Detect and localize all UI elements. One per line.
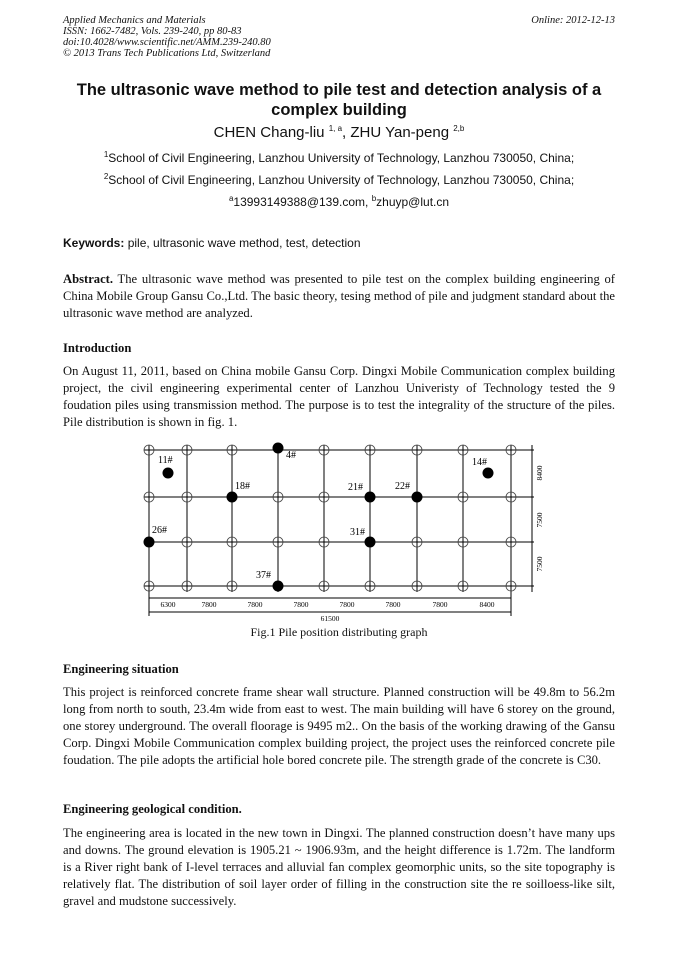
email-b[interactable]: zhuyp@lut.cn: [376, 195, 450, 209]
copyright: © 2013 Trans Tech Publications Ltd, Switzerland: [63, 48, 271, 59]
authors: [63, 124, 615, 141]
pile-label: 21#: [348, 482, 363, 493]
aff-1-sup: 1: [103, 150, 109, 159]
email-a-sup: a: [228, 194, 234, 203]
eng-situation-heading: Engineering situation: [63, 662, 179, 676]
row-label: 7500: [535, 556, 544, 572]
online-date: Online: 2012-12-13: [531, 15, 615, 26]
pile-26: [144, 537, 155, 548]
keywords: [63, 236, 615, 250]
email-b-sup: b: [371, 194, 377, 203]
pile-grid-svg: [140, 440, 550, 625]
column-markers: [144, 445, 516, 591]
pile-37: [273, 581, 284, 592]
pile-label: 18#: [235, 481, 250, 492]
title-line-2: complex building: [271, 101, 407, 119]
bay-label: 7800: [339, 600, 355, 609]
bay-label: 7800: [293, 600, 309, 609]
affiliation-1: [63, 150, 615, 165]
total-length-label: 61500: [320, 614, 340, 623]
pile-11: [163, 468, 174, 479]
pile-22: [412, 492, 423, 503]
bay-label: 7800: [201, 600, 217, 609]
bay-label: 6300: [160, 600, 176, 609]
figure-caption: Fig.1 Pile position distributing graph: [250, 625, 428, 639]
author-1-sup: 1, a: [328, 124, 343, 133]
pile-label: 4#: [286, 450, 296, 461]
row-label: 7500: [535, 512, 544, 528]
pile-label: 37#: [256, 570, 271, 581]
aff-2-sup: 2: [103, 172, 109, 181]
journal-header: [63, 15, 615, 59]
emails: [63, 194, 615, 209]
author-separator: ,: [342, 124, 351, 141]
tested-piles: [144, 443, 494, 592]
bay-label: 7800: [247, 600, 263, 609]
geology-text: The engineering area is located in the new town in Dingxi. The planned construction doesn’t have many ups and downs. The ground elevation is 1905.21 ~ 1906.93m, and the height difference is 1.72m. The landform is a River right bank of I-level terraces and alluvial fan complex geomorphic units, so the site topography is relatively flat. The distribution of soil layer order of filling in the construction site the re soilloess-like silt, gravel and mudstone successively.: [63, 826, 615, 908]
doi: doi:10.4028/www.scientific.net/AMM.239-240.80: [63, 37, 271, 48]
bay-label: 8400: [479, 600, 495, 609]
pile-label: 11#: [158, 455, 173, 466]
pile-31: [365, 537, 376, 548]
pile-label: 31#: [350, 527, 365, 538]
keywords-label: Keywords:: [63, 236, 125, 250]
pile-figure: [140, 440, 550, 625]
affiliation-2: [63, 172, 615, 187]
aff-2-text: School of Civil Engineering, Lanzhou University of Technology, Lanzhou 730050, China;: [108, 173, 575, 187]
aff-1-text: School of Civil Engineering, Lanzhou University of Technology, Lanzhou 730050, China;: [108, 151, 575, 165]
journal-name: Applied Mechanics and Materials: [63, 15, 206, 26]
pile-21: [365, 492, 376, 503]
pile-label: 22#: [395, 481, 410, 492]
author-1: CHEN Chang-liu: [213, 124, 325, 141]
keywords-text: pile, ultrasonic wave method, test, detection: [124, 236, 361, 250]
intro-heading: Introduction: [63, 341, 132, 355]
geology-heading: Engineering geological condition.: [63, 802, 242, 816]
paper-title: [63, 80, 615, 120]
bay-label: 7800: [385, 600, 401, 609]
intro-text: On August 11, 2011, based on China mobile Gansu Corp. Dingxi Mobile Communication complex building project, the civil engineering experimental center of Lanzhou Univeristy of Technology tested the 9 foudation piles using transmission method. The purpose is to test the integrality of the structure of the piles. Pile distribution is shown in fig. 1.: [63, 364, 615, 429]
pile-18: [227, 492, 238, 503]
eng-situation-text: This project is reinforced concrete frame shear wall structure. Planned construction will be 49.8m to 56.2m long from north to south, 23.4m wide from east to west. The main building will have 6 storey on the ground, one storey underground. The overall floorage is 9495 m2.. On the basis of the working drawing of the Gansu Corp. Dingxi Mobile Communication complex building project, the project uses the reinforced concrete pile foudation. The pile adopts the artificial hole bored concrete pile. The strength grade of the concrete is C30.: [63, 685, 615, 767]
issn: ISSN: 1662-7482, Vols. 239-240, pp 80-83: [63, 26, 242, 37]
abstract: [63, 271, 615, 322]
author-2-sup: 2,b: [453, 124, 465, 133]
abstract-text: The ultrasonic wave method was presented to pile test on the complex building engineering of China Mobile Group Gansu Co.,Ltd. The basic theory, tesing method of pile and judgment standard about the ultrasonic wave method are analyzed.: [63, 272, 615, 320]
title-line-1: The ultrasonic wave method to pile test and detection analysis of a: [76, 81, 602, 99]
abstract-label: Abstract.: [63, 272, 114, 286]
pile-label: 14#: [472, 457, 487, 468]
author-2: ZHU Yan-peng: [350, 124, 450, 141]
bay-label: 7800: [432, 600, 448, 609]
email-a[interactable]: 13993149388@139.com,: [233, 195, 369, 209]
pile-14: [483, 468, 494, 479]
pile-4: [273, 443, 284, 454]
row-label: 8400: [535, 465, 544, 481]
pile-label: 26#: [152, 525, 167, 536]
